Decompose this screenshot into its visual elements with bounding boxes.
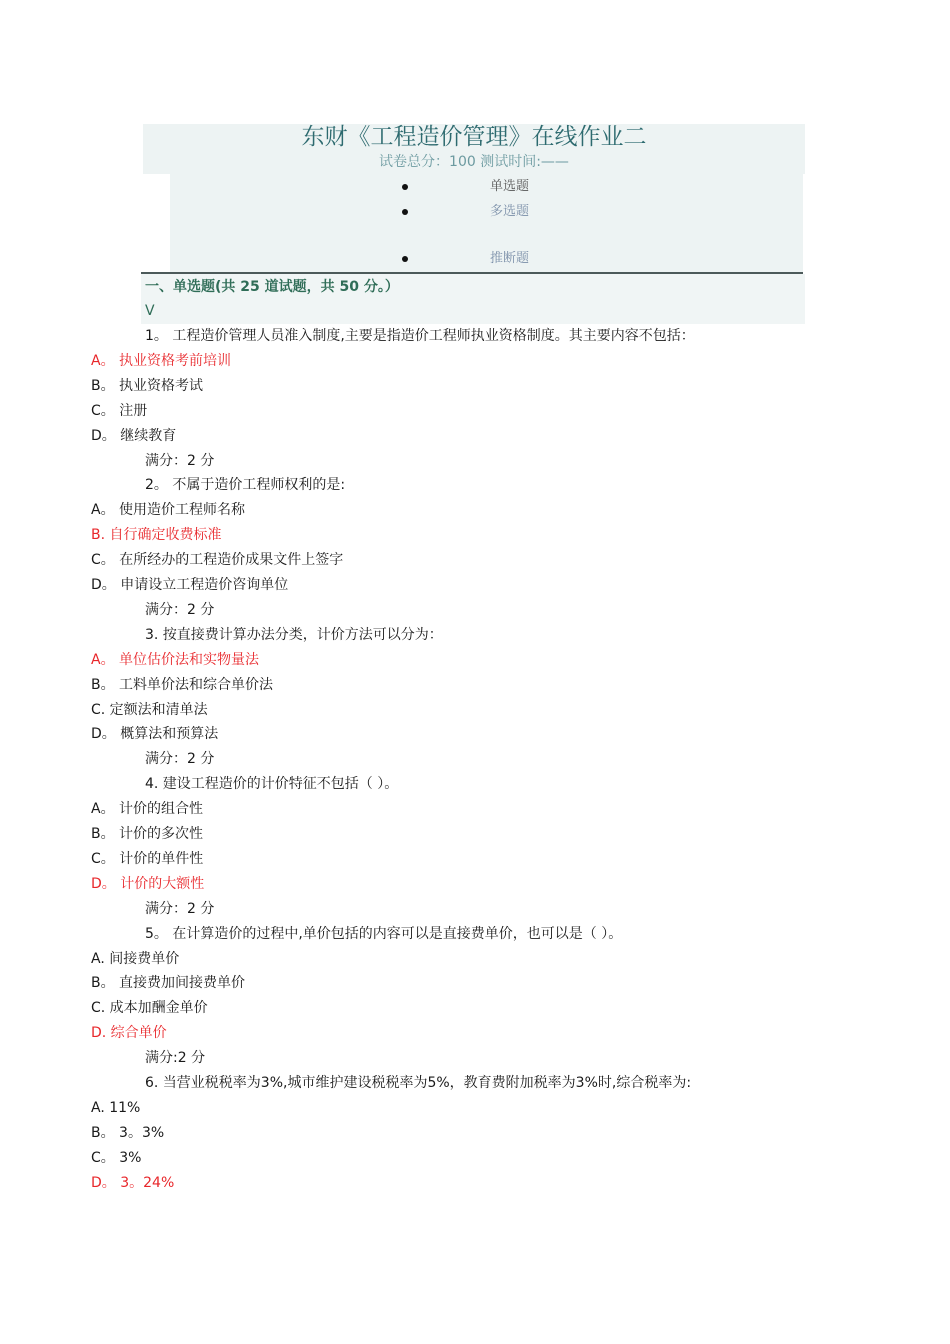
nav-item-label: 多选题: [490, 204, 530, 219]
nav-item-multiple-choice[interactable]: [170, 202, 803, 222]
question-score: 满分：2 分: [145, 751, 215, 768]
answer-option: A。 执业资格考前培训: [91, 352, 232, 369]
section-mark: V: [145, 303, 155, 319]
page-subtitle: 试卷总分：100 测试时间:——: [379, 154, 569, 170]
question-stem: 5。 在计算造价的过程中,单价包括的内容可以是直接费单价，也可以是（ ）。: [145, 925, 623, 942]
answer-option: A. 间接费单价: [91, 950, 180, 967]
question-score: 满分：2 分: [145, 900, 215, 917]
answer-option: C。 计价的单件性: [91, 850, 204, 867]
answer-option: C. 定额法和清单法: [91, 701, 208, 718]
answer-option: B。 计价的多次性: [91, 826, 204, 842]
answer-option: D。 继续教育: [91, 427, 177, 444]
nav-item-label: 单选题: [490, 179, 530, 194]
answer-option: C。 3%: [91, 1149, 142, 1166]
bullet-icon: [402, 184, 408, 190]
answer-option: D。 计价的大额性: [91, 875, 205, 892]
question-stem: 2。 不属于造价工程师权利的是:: [145, 477, 346, 494]
answer-option: C。 注册: [91, 402, 148, 419]
question-stem: 1。 工程造价管理人员准入制度,主要是指造价工程师执业资格制度。其主要内容不包括：: [145, 328, 695, 344]
bullet-icon: [402, 209, 408, 215]
nav-item-label: 推断题: [490, 251, 530, 266]
bullet-icon: [402, 256, 408, 262]
answer-option: B。 直接费加间接费单价: [91, 975, 246, 992]
answer-option: A。 使用造价工程师名称: [91, 502, 246, 519]
answer-option: C。 在所经办的工程造价成果文件上签字: [91, 552, 344, 569]
section-nav: [170, 174, 803, 272]
answer-option: A。 计价的组合性: [91, 801, 204, 818]
answer-option: B。 3。3%: [91, 1124, 165, 1141]
question-stem: 6. 当营业税税率为3%,城市维护建设税税率为5%，教育费附加税率为3%时,综合税率为:: [145, 1075, 692, 1091]
answer-option: C. 成本加酬金单价: [91, 1000, 208, 1017]
answer-option: A. 11%: [91, 1099, 141, 1116]
answer-option: B。 执业资格考试: [91, 377, 204, 394]
nav-item-single-choice[interactable]: [170, 177, 803, 197]
nav-item-judgment[interactable]: [170, 249, 803, 269]
question-stem: 3. 按直接费计算办法分类，计价方法可以分为：: [145, 626, 443, 643]
question-score: 满分:2 分: [145, 1050, 206, 1067]
answer-option: A。 单位估价法和实物量法: [91, 651, 260, 668]
answer-option: B。 工料单价法和综合单价法: [91, 676, 274, 693]
page-title: 东财《工程造价管理》在线作业二: [301, 124, 647, 150]
question-stem: 4. 建设工程造价的计价特征不包括（ ）。: [145, 776, 399, 793]
question-score: 满分：2 分: [145, 452, 215, 469]
answer-option: D. 综合单价: [91, 1025, 167, 1042]
answer-option: B. 自行确定收费标准: [91, 527, 222, 544]
answer-option: D。 申请设立工程造价咨询单位: [91, 577, 289, 593]
answer-option: D。 概算法和预算法: [91, 726, 219, 743]
answer-option: D。 3。24%: [91, 1174, 175, 1191]
section-title: 一、单选题(共 25 道试题，共 50 分。）: [145, 279, 399, 295]
question-score: 满分：2 分: [145, 601, 215, 618]
